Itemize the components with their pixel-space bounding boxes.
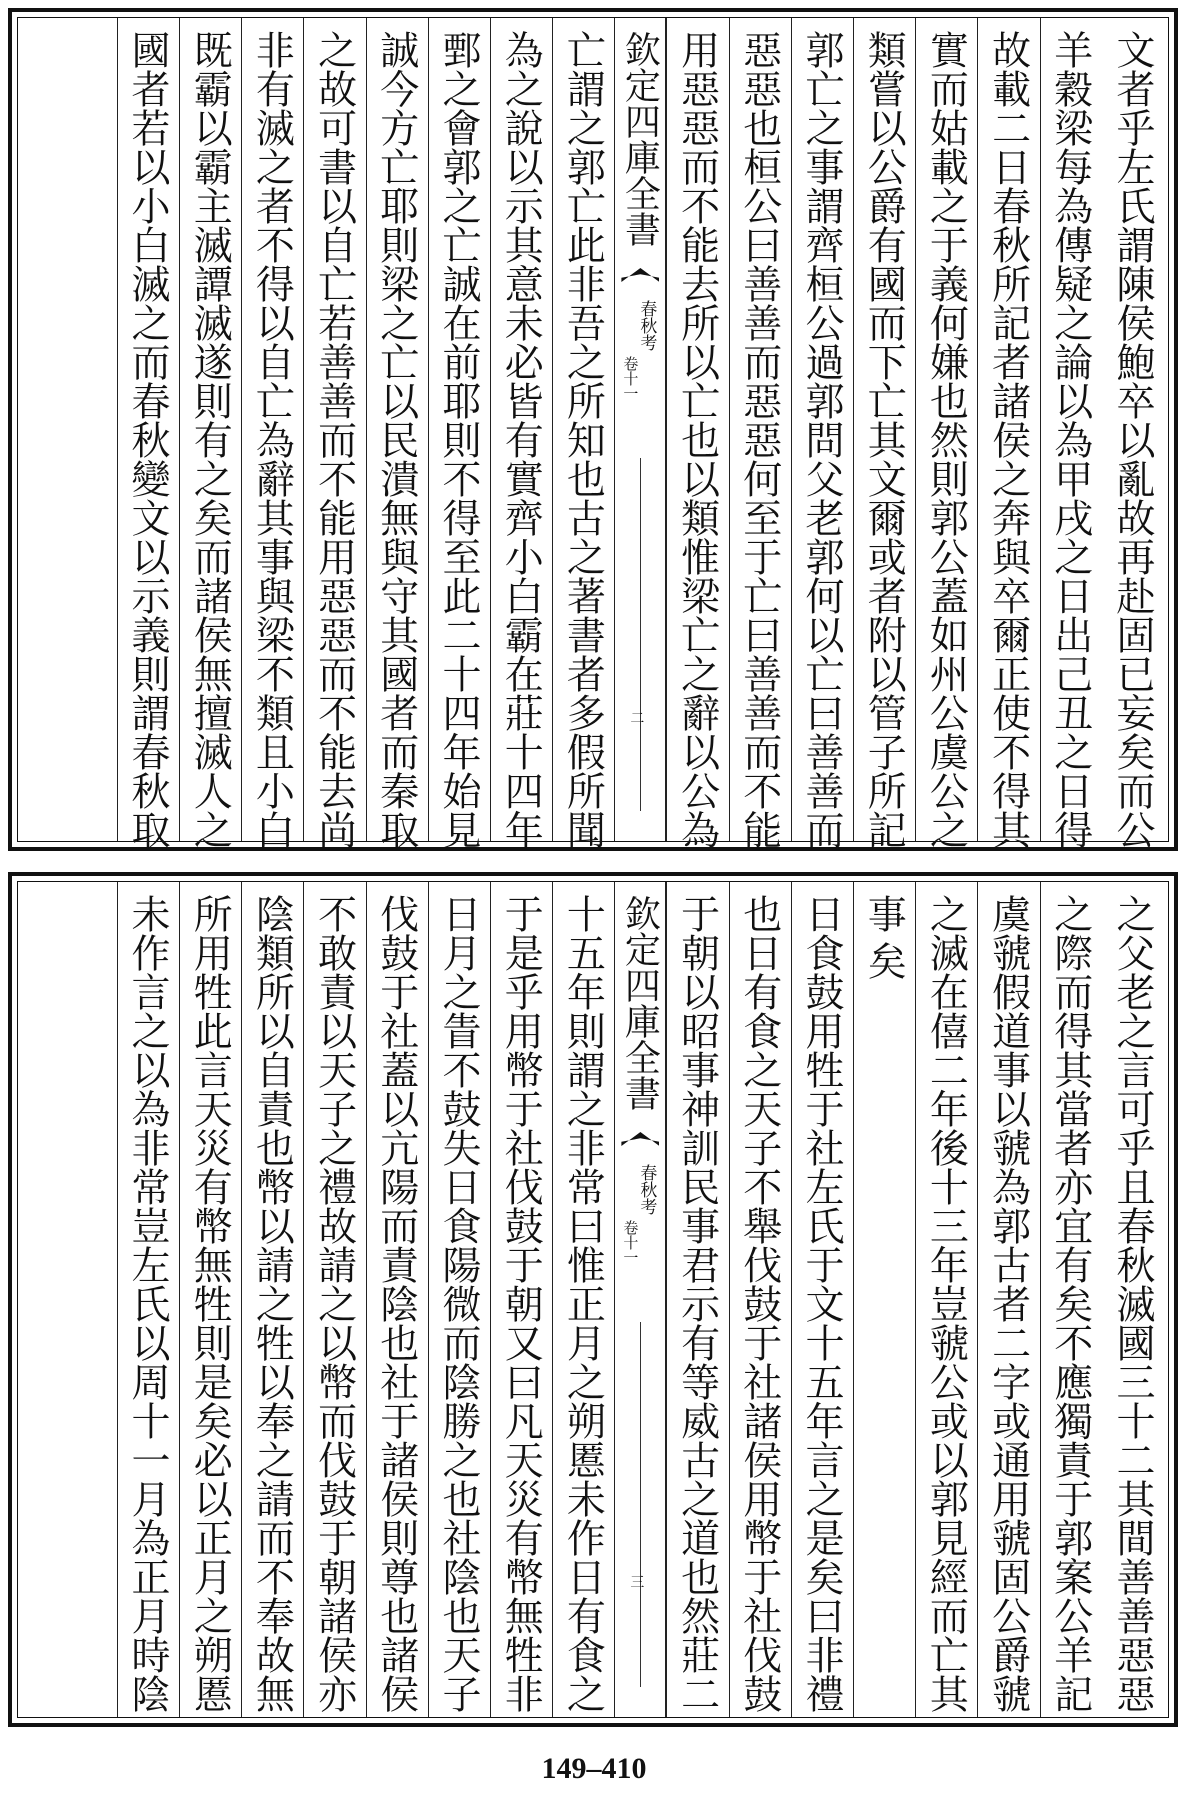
column-text: 郭 亡 之 事 謂 齊 桓 公 過 郭 問 父 老 郭 何 以 亡 曰 善 善 而 bbox=[798, 30, 844, 849]
column-text: 類 嘗 以 公 爵 有 國 而 下 亡 其 文 爾 或 者 附 以 管 子 所 記 bbox=[861, 30, 907, 849]
text-column bbox=[490, 18, 552, 849]
top-page-columns bbox=[18, 18, 1168, 849]
column-text: 羊 穀 梁 每 為 傳 疑 之 論 以 為 甲 戌 之 日 出 己 丑 之 日 得 bbox=[1047, 30, 1093, 849]
text-column bbox=[977, 18, 1039, 849]
column-text: 既 霸 以 霸 主 滅 譚 滅 遂 則 有 之 矣 而 諸 侯 無 擅 滅 人 之 bbox=[187, 30, 233, 849]
fish-tail-mark bbox=[621, 268, 659, 282]
column-text: 日 食 鼓 用 牲 于 社 左 氏 于 文 十 五 年 言 之 是 矣 曰 非 禮 bbox=[798, 894, 844, 1713]
column-text: 所 用 牲 此 言 天 災 有 幣 無 牲 則 是 矣 必 以 正 月 之 朔 慝 bbox=[187, 894, 233, 1713]
text-column bbox=[1040, 18, 1102, 849]
column-text: 國 者 若 以 小 白 滅 之 而 春 秋 變 文 以 示 義 則 謂 春 秋 取 bbox=[124, 30, 170, 849]
gutter-page-number: 二 bbox=[630, 711, 645, 727]
gutter-page-number: 三 bbox=[630, 1575, 645, 1591]
text-column bbox=[666, 18, 728, 849]
text-column bbox=[1102, 882, 1164, 1717]
page-number-footer: 149–410 bbox=[541, 1752, 647, 1785]
gutter-title: 欽定四庫全書 bbox=[619, 894, 661, 1111]
text-column bbox=[117, 882, 179, 1717]
column-text: 十 五 年 則 謂 之 非 常 曰 惟 正 月 之 朔 慝 未 作 日 有 食 之 bbox=[560, 894, 606, 1713]
gutter-volume: 卷十一 bbox=[621, 1220, 640, 1265]
text-column bbox=[179, 18, 241, 849]
column-text: 日 月 之 眚 不 鼓 失 日 食 陽 微 而 陰 勝 之 也 社 陰 也 天 子 bbox=[435, 894, 481, 1713]
text-column bbox=[552, 882, 614, 1717]
bottom-page bbox=[8, 872, 1178, 1727]
top-page bbox=[8, 8, 1178, 851]
center-gutter bbox=[614, 18, 666, 841]
text-column bbox=[366, 18, 428, 849]
gutter-rule bbox=[640, 1322, 641, 1687]
text-column bbox=[915, 18, 977, 849]
text-column bbox=[428, 18, 490, 849]
column-text: 鄄 之 會 郭 之 亡 誠 在 前 耶 則 不 得 至 此 二 十 四 年 始 見 bbox=[435, 30, 481, 849]
text-column bbox=[303, 18, 365, 849]
column-text: 亡 謂 之 郭 亡 此 非 吾 之 所 知 也 古 之 著 書 者 多 假 所 聞 bbox=[560, 30, 606, 849]
text-column bbox=[791, 18, 853, 849]
text-column bbox=[977, 882, 1039, 1717]
column-text: 誠 今 方 亡 耶 則 梁 之 亡 以 民 潰 無 與 守 其 國 者 而 秦 取 bbox=[373, 30, 419, 849]
text-column bbox=[729, 18, 791, 849]
gutter-title: 欽定四庫全書 bbox=[619, 30, 661, 247]
column-text: 之 故 可 書 以 自 亡 若 善 善 而 不 能 用 惡 惡 而 不 能 去 尚 bbox=[311, 30, 357, 849]
top-page-frame bbox=[17, 17, 1169, 849]
column-text: 于 是 乎 用 幣 于 社 伐 鼓 于 朝 又 曰 凡 天 災 有 幣 無 牲 非 bbox=[498, 894, 544, 1713]
column-text: 用 惡 惡 而 不 能 去 所 以 亡 也 以 類 惟 梁 亡 之 辭 以 公 為 bbox=[674, 30, 720, 849]
text-column bbox=[729, 882, 791, 1717]
text-column bbox=[366, 882, 428, 1717]
column-text: 之 滅 在 僖 二 年 後 十 三 年 豈 虢 公 或 以 郭 見 經 而 亡 其 bbox=[923, 894, 969, 1713]
text-column bbox=[490, 882, 552, 1717]
column-text: 故 載 二 日 春 秋 所 記 者 諸 侯 之 奔 與 卒 爾 正 使 不 得 其 bbox=[985, 30, 1031, 849]
text-column bbox=[552, 18, 614, 849]
text-column bbox=[117, 18, 179, 849]
column-text: 也 日 有 食 之 天 子 不 舉 伐 鼓 于 社 諸 侯 用 幣 于 社 伐 鼓 bbox=[736, 894, 782, 1713]
column-text: 非 有 滅 之 者 不 得 以 自 亡 為 辭 其 事 與 梁 不 類 且 小 白 bbox=[249, 30, 295, 849]
text-column bbox=[1102, 18, 1164, 849]
text-column bbox=[853, 18, 915, 849]
gutter-book-title: 春秋考 bbox=[636, 300, 657, 351]
column-text: 之 父 老 之 言 可 乎 且 春 秋 滅 國 三 十 二 其 間 善 善 惡 惡 bbox=[1109, 894, 1155, 1713]
gutter-rule bbox=[640, 458, 641, 811]
column-text: 于 朝 以 昭 事 神 訓 民 事 君 示 有 等 威 古 之 道 也 然 莊 二 bbox=[674, 894, 720, 1713]
text-column bbox=[241, 18, 303, 849]
text-column bbox=[1040, 882, 1102, 1717]
text-column bbox=[241, 882, 303, 1717]
column-text: 未 作 言 之 以 為 非 常 豈 左 氏 以 周 十 一 月 為 正 月 時 陰 bbox=[124, 894, 170, 1713]
text-column bbox=[915, 882, 977, 1717]
column-text: 為 之 說 以 示 其 意 未 必 皆 有 實 齊 小 白 霸 在 莊 十 四 年 bbox=[498, 30, 544, 849]
bottom-page-frame bbox=[17, 881, 1169, 1718]
column-text: 陰 類 所 以 自 責 也 幣 以 請 之 牲 以 奉 之 請 而 不 奉 故 無 bbox=[249, 894, 295, 1713]
column-text: 實 而 姑 載 之 于 義 何 嫌 也 然 則 郭 公 蓋 如 州 公 虞 公 之 bbox=[923, 30, 969, 849]
column-text: 伐 鼓 于 社 蓋 以 亢 陽 而 責 陰 也 社 于 諸 侯 則 尊 也 諸 侯 bbox=[373, 894, 419, 1713]
text-column bbox=[853, 882, 915, 1717]
gutter-book-title: 春秋考 bbox=[636, 1164, 657, 1215]
column-text: 惡 惡 也 桓 公 曰 善 善 而 惡 惡 何 至 于 亡 曰 善 善 而 不 能 bbox=[736, 30, 782, 849]
text-column bbox=[791, 882, 853, 1717]
text-column bbox=[303, 882, 365, 1717]
bottom-page-columns bbox=[18, 882, 1168, 1717]
fish-tail-mark bbox=[621, 1132, 659, 1146]
column-text: 不 敢 責 以 天 子 之 禮 故 請 之 以 幣 而 伐 鼓 于 朝 諸 侯 亦 bbox=[311, 894, 357, 1713]
text-column bbox=[428, 882, 490, 1717]
text-column bbox=[666, 882, 728, 1717]
column-text: 事 矣 bbox=[861, 894, 907, 980]
center-gutter bbox=[614, 882, 666, 1717]
column-text: 文 者 乎 左 氏 謂 陳 侯 鮑 卒 以 亂 故 再 赴 固 已 妄 矣 而 公 bbox=[1109, 30, 1155, 849]
column-text: 之 際 而 得 其 當 者 亦 宜 有 矣 不 應 獨 責 于 郭 案 公 羊 記 bbox=[1047, 894, 1093, 1713]
gutter-volume: 卷十一 bbox=[621, 356, 640, 401]
text-column bbox=[179, 882, 241, 1717]
column-text: 虞 虢 假 道 事 以 虢 為 郭 古 者 二 字 或 通 用 虢 固 公 爵 虢 bbox=[985, 894, 1031, 1713]
